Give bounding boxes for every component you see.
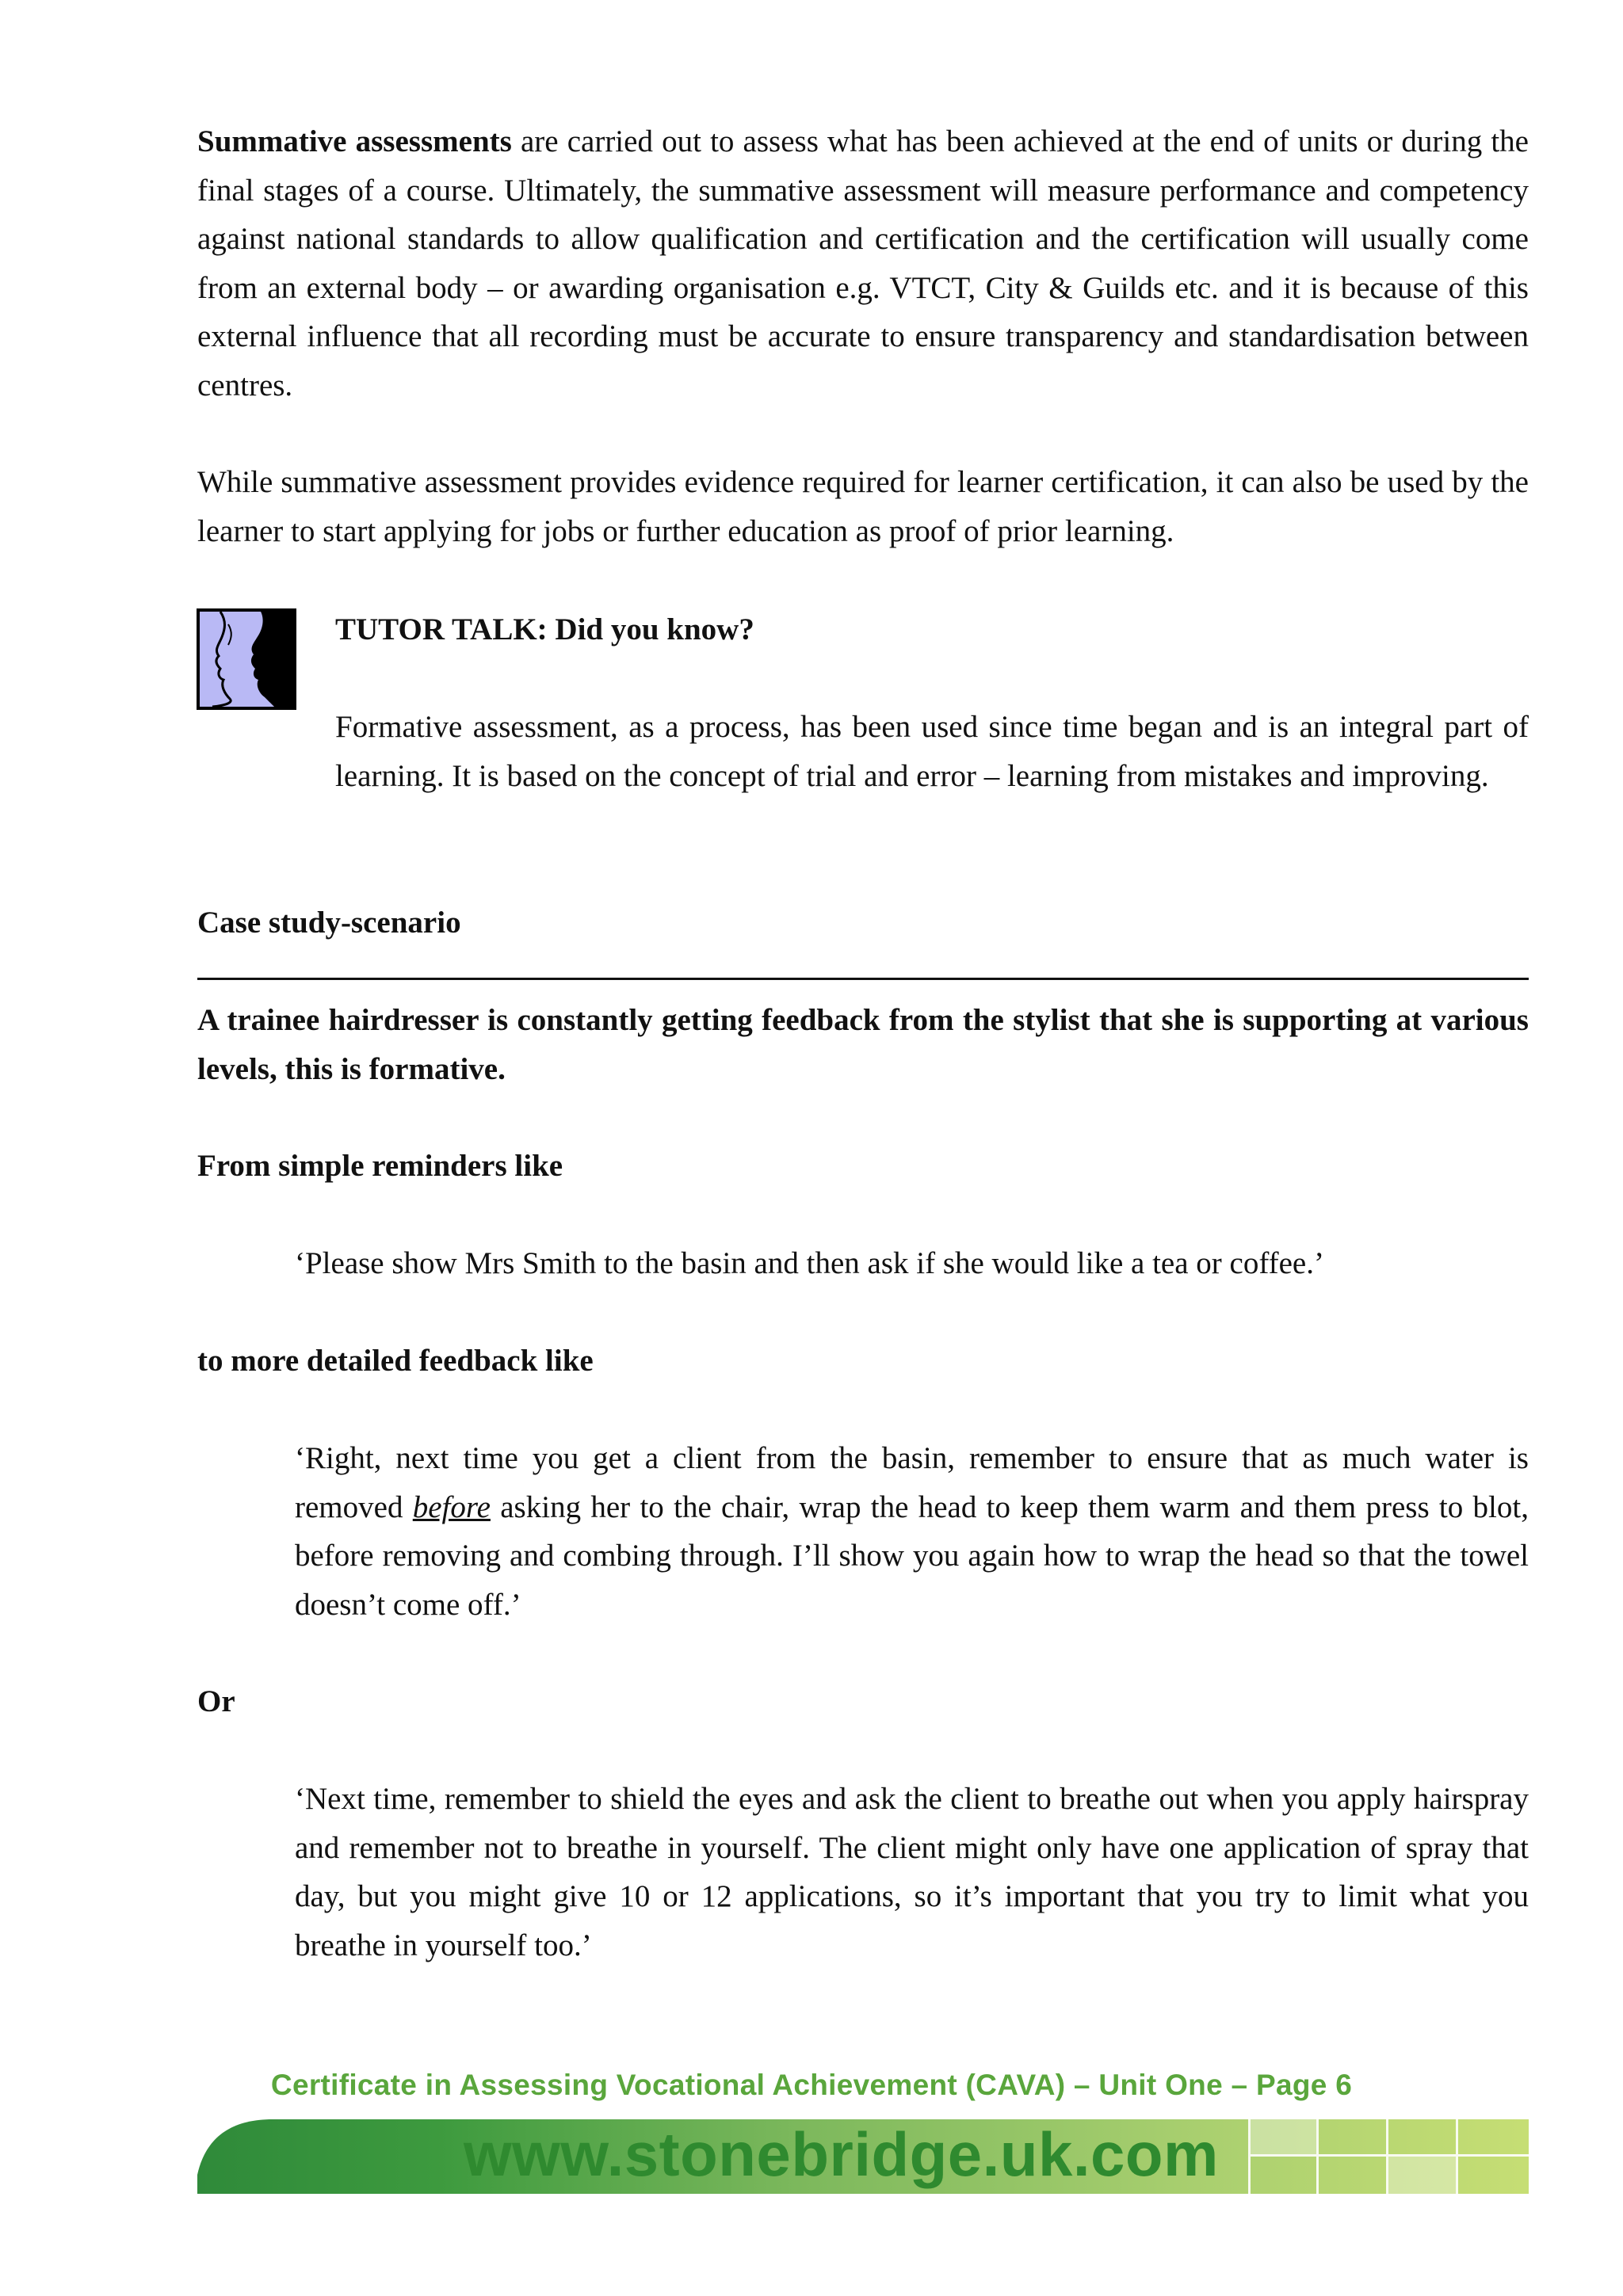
tutor-talk-body: Formative assessment, as a process, has been used since time began and is an integral part of learning. It is based on the concept of trial and error – learning from mistakes and improving. <box>335 710 1529 793</box>
detailed-quote-emphasis: before <box>412 1489 491 1524</box>
summative-text: are carried out to assess what has been achieved at the end of units or during the final stages of a course. Ultimately, the summative assessment will measure performance and competency against national standards to allow qualification and certification and the certification will usually come from an external body – or awarding organisation e.g. VTCT, City & Guilds etc. and it is because of this external influence that all recording must be accurate to ensure transparency and standardisation between centres. <box>197 124 1529 402</box>
summative-lead: Summative assessments <box>197 124 512 158</box>
detailed-quote-part2: asking her to the chair, wrap the head to keep them warm and them press to blot, before removing and combing through. I’ll show you again how to wrap the head so that the towel doesn’t come off.’ <box>295 1489 1529 1622</box>
detailed-quote-part1: ‘Right, next time you get a client from the basin, remember to ensure that as much water is removed <box>295 1441 1529 1524</box>
simple-reminders-label: From simple reminders like <box>197 1149 563 1183</box>
case-study-divider <box>197 978 1529 980</box>
detailed-feedback-quote <box>295 1434 1529 1629</box>
summative-paragraph <box>197 117 1529 410</box>
case-study-intro: A trainee hairdresser is constantly getting feedback from the stylist that she is supporting at various levels, this is formative. <box>197 1003 1529 1086</box>
certification-paragraph: While summative assessment provides evidence required for learner certification, it can also be used by the learner to start applying for jobs or further education as proof of prior learning. <box>197 465 1529 548</box>
detailed-feedback-label: to more detailed feedback like <box>197 1344 594 1378</box>
website-url[interactable]: www.stonebridge.uk.com <box>464 2119 1219 2189</box>
case-study-heading: Case study-scenario <box>197 906 461 940</box>
or-label: Or <box>197 1684 235 1718</box>
simple-reminder-quote: ‘Please show Mrs Smith to the basin and then ask if she would like a tea or coffee.’ <box>295 1246 1324 1280</box>
footer-title: Certificate in Assessing Vocational Achievement (CAVA) – Unit One – Page 6 <box>270 2069 1353 2101</box>
hairspray-feedback-quote: ‘Next time, remember to shield the eyes and ask the client to breathe out when you apply hairspray and remember not to breathe in yourself. The client might only have one application of spray that day, but you might give 10 or 12 applications, so it’s important that you try to limit what you breathe in yourself too.’ <box>295 1782 1529 1962</box>
two-faces-icon <box>197 608 296 710</box>
tutor-talk-heading: TUTOR TALK: Did you know? <box>335 612 754 646</box>
